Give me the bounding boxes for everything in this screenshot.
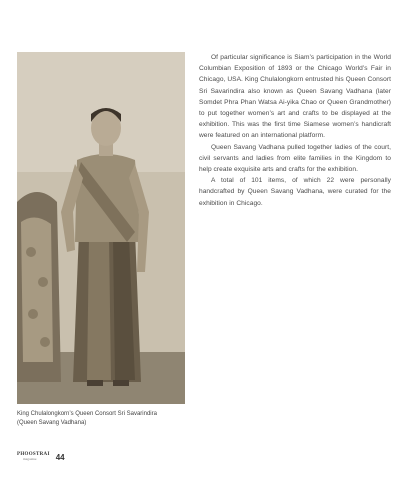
logo-title: PHOOSTRAI — [17, 452, 50, 457]
paragraph-1: Of particular significance is Siam’s participation in the World Columbian Exposition of 1893 or the Chicago World’s Fair in Chicago, USA. King Chulalongkorn entrusted his Queen Consort Sri Savarindira also known as Queen Savang Vadhana (later Somdet Phra Phan Watsa Ai-yika Chao or Queen Grandmother) to put together women’s art and crafts to be displayed at the exhibition. This was the first time Siamese women’s handicraft were featured on an international platform. — [199, 54, 391, 140]
portrait-illustration — [17, 52, 185, 404]
caption-line-1: King Chulalongkorn’s Queen Consort Sri Savarindira — [17, 411, 157, 417]
caption-line-2: (Queen Savang Vadhana) — [17, 420, 87, 426]
page-footer — [17, 450, 65, 464]
page-number: 44 — [55, 452, 65, 462]
magazine-logo — [17, 452, 50, 462]
article-body — [199, 52, 391, 209]
photo-caption — [17, 410, 187, 428]
logo-subtitle: magazine — [23, 457, 37, 461]
paragraph-2: Queen Savang Vadhana pulled together ladies of the court, civil servants and ladies from elite families in the Kingdom to help create exquisite arts and crafts for the exhibition. — [199, 143, 391, 174]
paragraph-3: A total of 101 items, of which 22 were personally handcrafted by Queen Savang Vadhana, were curated for the exhibition in Chicago. — [199, 177, 391, 207]
portrait-photo — [17, 52, 185, 404]
